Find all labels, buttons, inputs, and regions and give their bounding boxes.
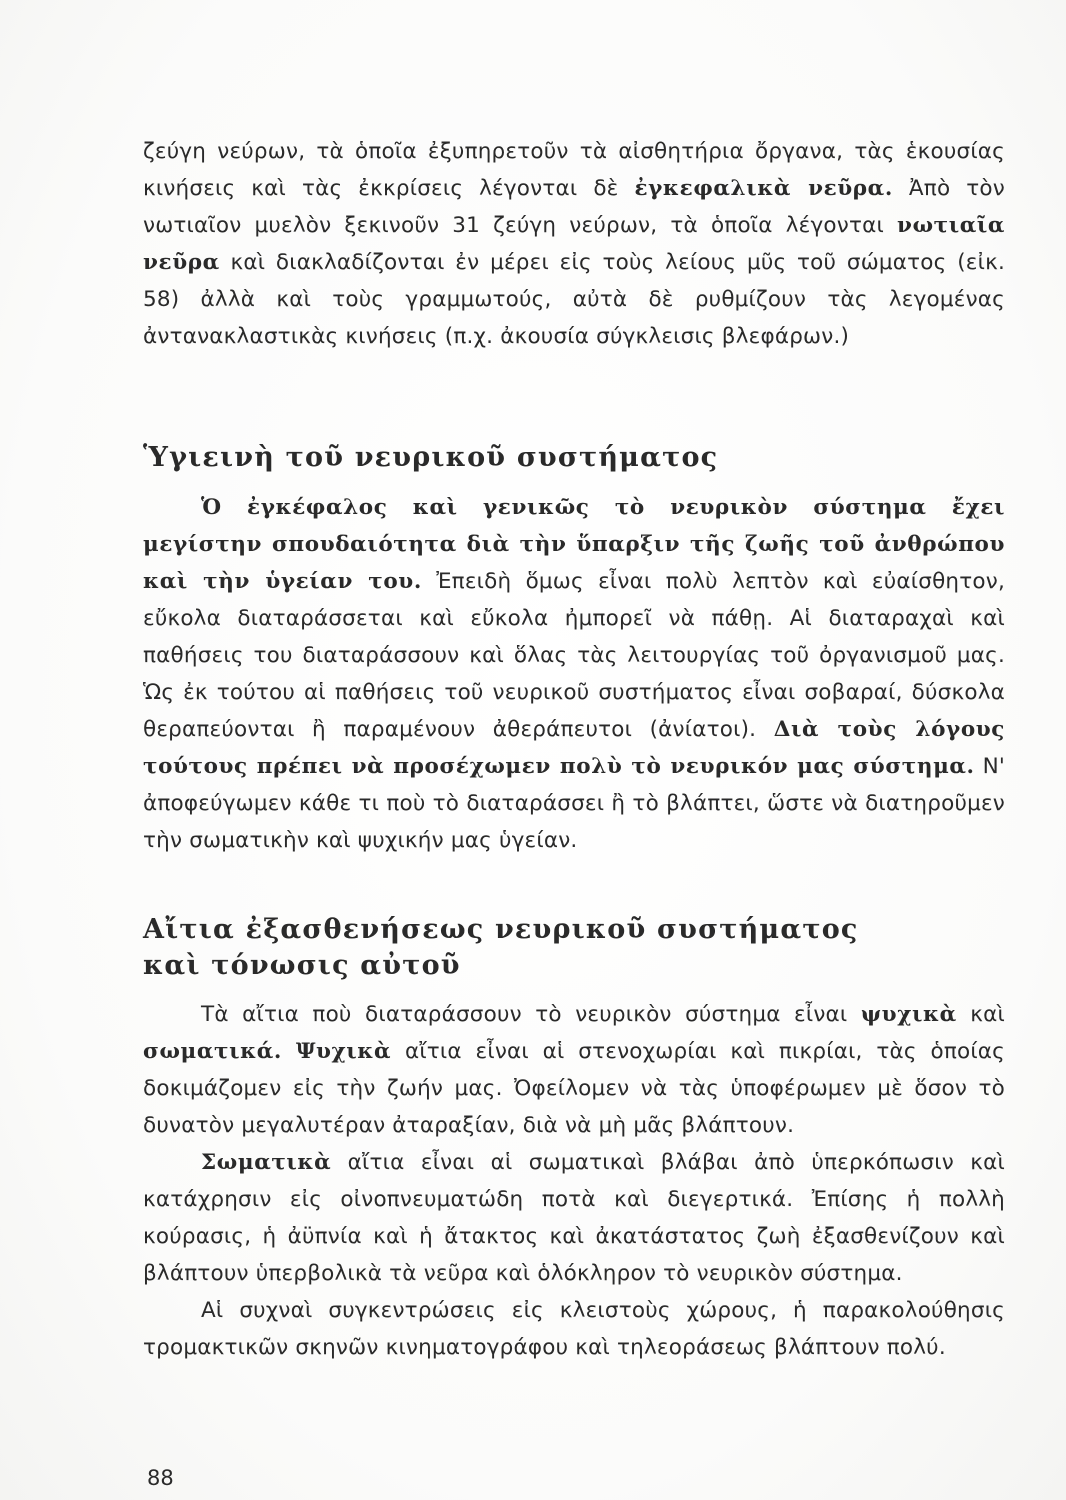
term-psychic: ψυχικὰ — [860, 1002, 957, 1027]
hygiene-emphasis: Διὰ τοὺς λόγους τούτους πρέπει νὰ προσέχωμεν πολὺ τὸ νευρικόν μας σύστημα. — [143, 717, 1005, 779]
section-heading-causes-line1: Αἴτια ἐξασθενήσεως νευρικοῦ συστήματος — [143, 914, 859, 945]
section-heading-causes-line2: καὶ τόνωσις αὐτοῦ — [143, 950, 461, 981]
hygiene-lead-sentence: Ὁ ἐγκέφαλος καὶ γενικῶς τὸ νευρικὸν σύστημα ἔχει μεγίστην σπουδαιότητα διὰ τὴν ὕπαρξιν τῆς ζωῆς τοῦ ἀνθρώπου καὶ τὴν ὑγείαν του. — [143, 495, 1005, 594]
intro-paragraph: ζεύγη νεύρων, τὰ ὁποῖα ἐξυπηρετοῦν τὰ αἰσθητήρια ὄργανα, τὰς ἑκουσίας κινήσεις καὶ τὰς ἐκκρίσεις λέγονται δὲ ἐγκεφαλικὰ νεῦρα. Ἀπὸ τὸν νωτιαῖον μυελὸν ξεκινοῦν 31 ζεύγη νεύρων, τὰ ὁποῖα λέγονται νωτιαῖα νεῦρα καὶ διακλαδίζονται ἐν μέρει εἰς τοὺς λείους μῦς τοῦ σώματος (εἰκ. 58) ἀλλὰ καὶ τοὺς γραμμωτούς, αὐτὰ δὲ ρυθμίζουν τὰς λεγομένας ἀντανακλαστικὰς κινήσεις (π.χ. ἀκουσία σύγκλεισις βλεφάρων.) — [143, 139, 1005, 349]
term-somatic: σωματικά. — [143, 1039, 283, 1064]
section-hygiene — [143, 440, 1005, 859]
causes-paragraph-3: Αἱ συχναὶ συγκεντρώσεις εἰς κλειστοὺς χώρους, ἡ παρακολούθησις τρομακτικῶν σκηνῶν κινηματογράφου καὶ τηλεοράσεως βλάπτουν πολύ. — [143, 1298, 1005, 1360]
term-spinal-nerves: νωτιαῖα νεῦρα — [143, 213, 1005, 275]
section-causes — [143, 912, 1005, 1366]
section-heading-hygiene: Ὑγιεινὴ τοῦ νευρικοῦ συστήματος — [143, 442, 719, 473]
term-somatic-causes: Σωματικὰ — [201, 1150, 332, 1175]
hygiene-paragraph: Ὁ ἐγκέφαλος καὶ γενικῶς τὸ νευρικὸν σύστημα ἔχει μεγίστην σπουδαιότητα διὰ τὴν ὕπαρξιν τῆς ζωῆς τοῦ ἀνθρώπου καὶ τὴν ὑγείαν του. Ἐπειδὴ ὅμως εἶναι πολὺ λεπτὸν καὶ εὐαίσθητον, εὔκολα διαταράσσεται καὶ εὔκολα ἠμπορεῖ νὰ πάθῃ. Αἱ διαταραχαὶ καὶ παθήσεις του διαταράσσουν καὶ ὅλας τὰς λειτουργίας τοῦ ὀργανισμοῦ μας. Ὡς ἐκ τούτου αἱ παθήσεις τοῦ νευρικοῦ συστήματος εἶναι σοβαραί, δύσκολα θεραπεύονται ἢ παραμένουν ἀθεράπευτοι (ἀνίατοι). Διὰ τοὺς λόγους τούτους πρέπει νὰ προσέχωμεν πολὺ τὸ νευρικόν μας σύστημα. Ν' ἀποφεύγωμεν κάθε τι ποὺ τὸ διαταράσσει ἢ τὸ βλάπτει, ὥστε νὰ διατηροῦμεν τὴν σωματικὴν καὶ ψυχικήν μας ὑγείαν. — [143, 495, 1005, 853]
page-number: 88 — [147, 1466, 174, 1490]
causes-paragraph-1: Τὰ αἴτια ποὺ διαταράσσουν τὸ νευρικὸν σύστημα εἶναι ψυχικὰ καὶ σωματικά. Ψυχικὰ αἴτια εἶναι αἱ στενοχωρίαι καὶ πικρίαι, τὰς ὁποίας δοκιμάζομεν εἰς τὴν ζωήν μας. Ὀφείλομεν νὰ τὰς ὑποφέρωμεν μὲ ὅσον τὸ δυνατὸν μεγαλυτέραν ἀταραξίαν, διὰ νὰ μὴ μᾶς βλάπτουν. — [143, 1002, 1005, 1138]
intro-block — [143, 133, 1005, 355]
term-psychic-causes: Ψυχικὰ — [295, 1039, 392, 1064]
term-cranial-nerves: ἐγκεφαλικὰ νεῦρα. — [634, 176, 893, 201]
causes-paragraph-2: Σωματικὰ αἴτια εἶναι αἱ σωματικαὶ βλάβαι ἀπὸ ὑπερκόπωσιν καὶ κατάχρησιν εἰς οἰνοπνευματώδη ποτὰ καὶ διεγερτικά. Ἐπίσης ἡ πολλὴ κούρασις, ἡ ἀϋπνία καὶ ἡ ἄτακτος καὶ ἀκατάστατος ζωὴ ἐξασθενίζουν καὶ βλάπτουν ὑπερβολικὰ τὰ νεῦρα καὶ ὁλόκληρον τὸ νευρικὸν σύστημα. — [143, 1150, 1005, 1286]
